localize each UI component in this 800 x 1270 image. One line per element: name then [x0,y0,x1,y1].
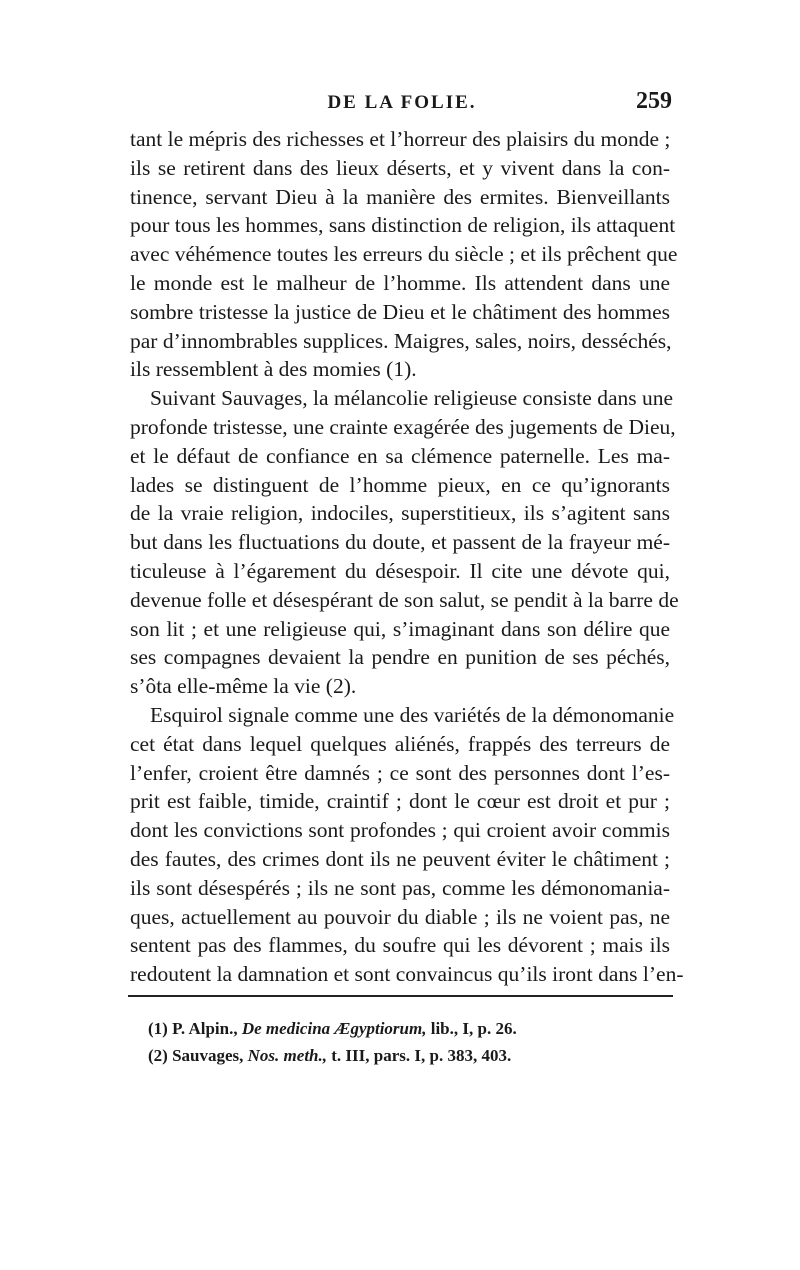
body-text [130,125,684,989]
footnote-rule [128,995,673,997]
text-line: but dans les fluctuations du doute, et passent de la frayeur mé- [130,530,670,555]
running-head [132,88,672,122]
text-line: s’ôta elle-même la vie (2). [130,674,357,699]
footnote-1 [148,1015,668,1042]
footnote-marker: (1) [148,1019,168,1038]
text-line: avec véhémence toutes les erreurs du siècle ; et ils prêchent que [130,242,678,267]
text-line: le monde est le malheur de l’homme. Ils attendent dans une [130,270,670,295]
text-line: prit est faible, timide, craintif ; dont le cœur est droit et pur ; [130,789,670,814]
footnote-2 [148,1042,668,1069]
text-line: tinence, servant Dieu à la manière des ermites. Bienveillants [130,184,670,209]
footnote-reference: lib., I, p. 26. [430,1019,517,1038]
text-line: l’enfer, croient être damnés ; ce sont des personnes dont l’es- [130,760,670,785]
text-line: pour tous les hommes, sans distinction de religion, ils attaquent [130,213,676,238]
text-line: Suivant Sauvages, la mélancolie religieuse consiste dans une [150,386,674,411]
text-line: par d’innombrables supplices. Maigres, sales, noirs, desséchés, [130,328,672,353]
text-line: cet état dans lequel quelques aliénés, frappés des terreurs de [130,731,670,756]
text-line: son lit ; et une religieuse qui, s’imaginant dans son délire que [130,616,670,641]
text-line: et le défaut de confiance en sa clémence paternelle. Les ma- [130,443,670,468]
text-line: sentent pas des flammes, du soufre qui les dévorent ; mais ils [130,933,670,958]
footnote-title: De medicina Ægyptiorum, [241,1019,427,1038]
text-line: sombre tristesse la justice de Dieu et le châtiment des hommes [130,299,670,324]
text-line: tant le mépris des richesses et l’horreur des plaisirs du monde ; [130,127,671,151]
footnote-title: Nos. meth., [247,1046,327,1065]
text-line: ses compagnes devaient la pendre en punition de ses péchés, [130,645,670,670]
footnotes [148,1015,668,1069]
text-line: ques, actuellement au pouvoir du diable ; ils ne voient pas, ne [130,904,670,929]
text-line: des fautes, des crimes dont ils ne peuvent éviter le châtiment ; [130,846,670,871]
footnote-author: Sauvages, [172,1046,244,1065]
text-line: redoutent la damnation et sont convaincus qu’ils iront dans l’en- [130,962,684,987]
text-line: dont les convictions sont profondes ; qui croient avoir commis [130,818,670,843]
footnote-author: P. Alpin., [172,1019,238,1038]
running-title: DE LA FOLIE. [327,92,477,113]
text-line: ils ressemblent à des momies (1). [130,357,417,382]
footnote-reference: t. III, pars. I, p. 383, 403. [331,1046,512,1065]
page-number: 259 [636,88,672,114]
text-line: ils se retirent dans des lieux déserts, et y vivent dans la con- [130,155,670,180]
text-line: de la vraie religion, indociles, superstitieux, ils s’agitent sans [130,501,670,526]
text-line: profonde tristesse, une crainte exagérée des jugements de Dieu, [130,414,676,439]
text-line: ticuleuse à l’égarement du désespoir. Il cite une dévote qui, [130,558,670,583]
text-line: lades se distinguent de l’homme pieux, en ce qu’ignorants [130,472,670,497]
text-line: ils sont désespérés ; ils ne sont pas, comme les démonomania- [130,875,670,900]
text-line: Esquirol signale comme une des variétés de la démonomanie [150,702,675,727]
text-line: devenue folle et désespérant de son salut, se pendit à la barre de [130,587,679,612]
footnote-marker: (2) [148,1046,168,1065]
